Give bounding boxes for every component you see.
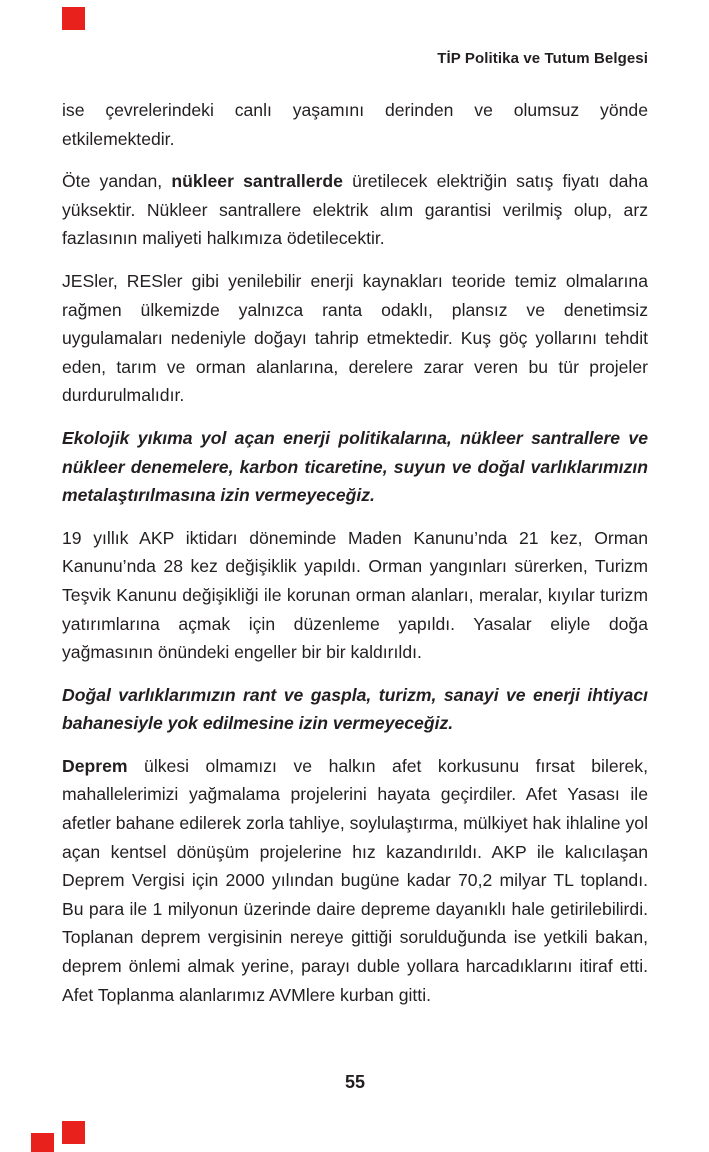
paragraph-text: üretilecek elektriğin satış fiyatı daha yüksektir. Nükleer santrallere elektrik alım garantisi verilmiş olup, arz fazlasının maliyeti halkımıza ödetilecektir. xyxy=(62,171,649,249)
paragraph-text: Doğal varlıklarımızın rant ve gaspla, turizm, sanayi ve enerji ihtiyacı bahanesiyle yok edilmesine izin vermeyeceğiz. xyxy=(62,684,648,734)
paragraph-renewables xyxy=(62,267,648,410)
paragraph-pledge-natural-assets xyxy=(62,681,648,738)
paragraph-earthquake xyxy=(62,752,648,1009)
paragraph-continuation xyxy=(62,96,648,153)
paragraph-text: JESler, RESler gibi yenilebilir enerji kaynakları teoride temiz olmalarına rağmen ülkemizde yalnızca ranta odaklı, plansız ve denetimsiz uygulamaları nedeniyle doğayı tahrip etmektedir. Kuş göç yollarını tehdit eden, tarım ve orman alanlarına, derelere zarar veren bu tür projeler durdurulmalıdır. xyxy=(62,270,648,406)
paragraph-text: ise çevrelerindeki canlı yaşamını derinden ve olumsuz yönde etkilemektedir. xyxy=(62,100,648,149)
paragraph-text: 19 yıllık AKP iktidarı döneminde Maden Kanunu’nda 21 kez, Orman Kanunu’nda 28 kez değişiklik yapıldı. Orman yangınları sürerken, Turizm Teşvik Kanunu değişikliği ile korunan orman alanları, meralar, kıyılar turizm yatırımlarına açmak için düzenleme yapıldı. Yasalar eliyle doğa yağmasının önündeki engeller bir bir kaldırıldı. xyxy=(62,527,648,663)
paragraph-text: Ekolojik yıkıma yol açan enerji politikalarına, nükleer santrallere ve nükleer denemelere, karbon ticaretine, suyun ve doğal varlıklarımızın metalaştırılmasına izin vermeyeceğiz. xyxy=(62,427,648,506)
page-number: 55 xyxy=(344,1072,366,1092)
paragraph-text: ülkesi olmamızı ve halkın afet korkusunu fırsat bilerek, mahallelerimizi yağmalama projelerini hayata geçirdiler. Afet Yasası ile afetler bahane edilerek zorla tahliye, soylulaştırma, mülkiyet hak ihlaline yol açan kentsel dönüşüm projelerine hız kazandırıldı. AKP ile kalıcılaşan Deprem Vergisi için 2000 yılından bugüne kadar 70,2 milyar TL toplandı. Bu para ile 1 milyonun üzerinde daire depreme dayanıklı hale getirilebilirdi. Toplanan deprem vergisinin nereye gittiği sorulduğunda ise yetkili bakan, deprem önlemi almak yerine, parayı duble yollara harcadıklarını itiraf etti. Afet Toplanma alanlarımız AVMlere kurban gitti. xyxy=(62,755,648,1005)
paragraph-nuclear-plants xyxy=(62,167,648,253)
bottom-left-corner-mark-outer xyxy=(31,1133,54,1152)
paragraph-akp-laws xyxy=(62,524,648,667)
body-text xyxy=(62,96,648,1023)
top-left-corner-mark xyxy=(62,7,85,30)
paragraph-text: Öte yandan, xyxy=(62,171,172,192)
paragraph-pledge-ecology xyxy=(62,424,648,510)
bold-keyword: nükleer santrallerde xyxy=(171,171,343,192)
running-header-title: TİP Politika ve Tutum Belgesi xyxy=(437,50,648,67)
bottom-left-corner-mark xyxy=(62,1121,85,1144)
bold-keyword: Deprem xyxy=(62,755,128,776)
